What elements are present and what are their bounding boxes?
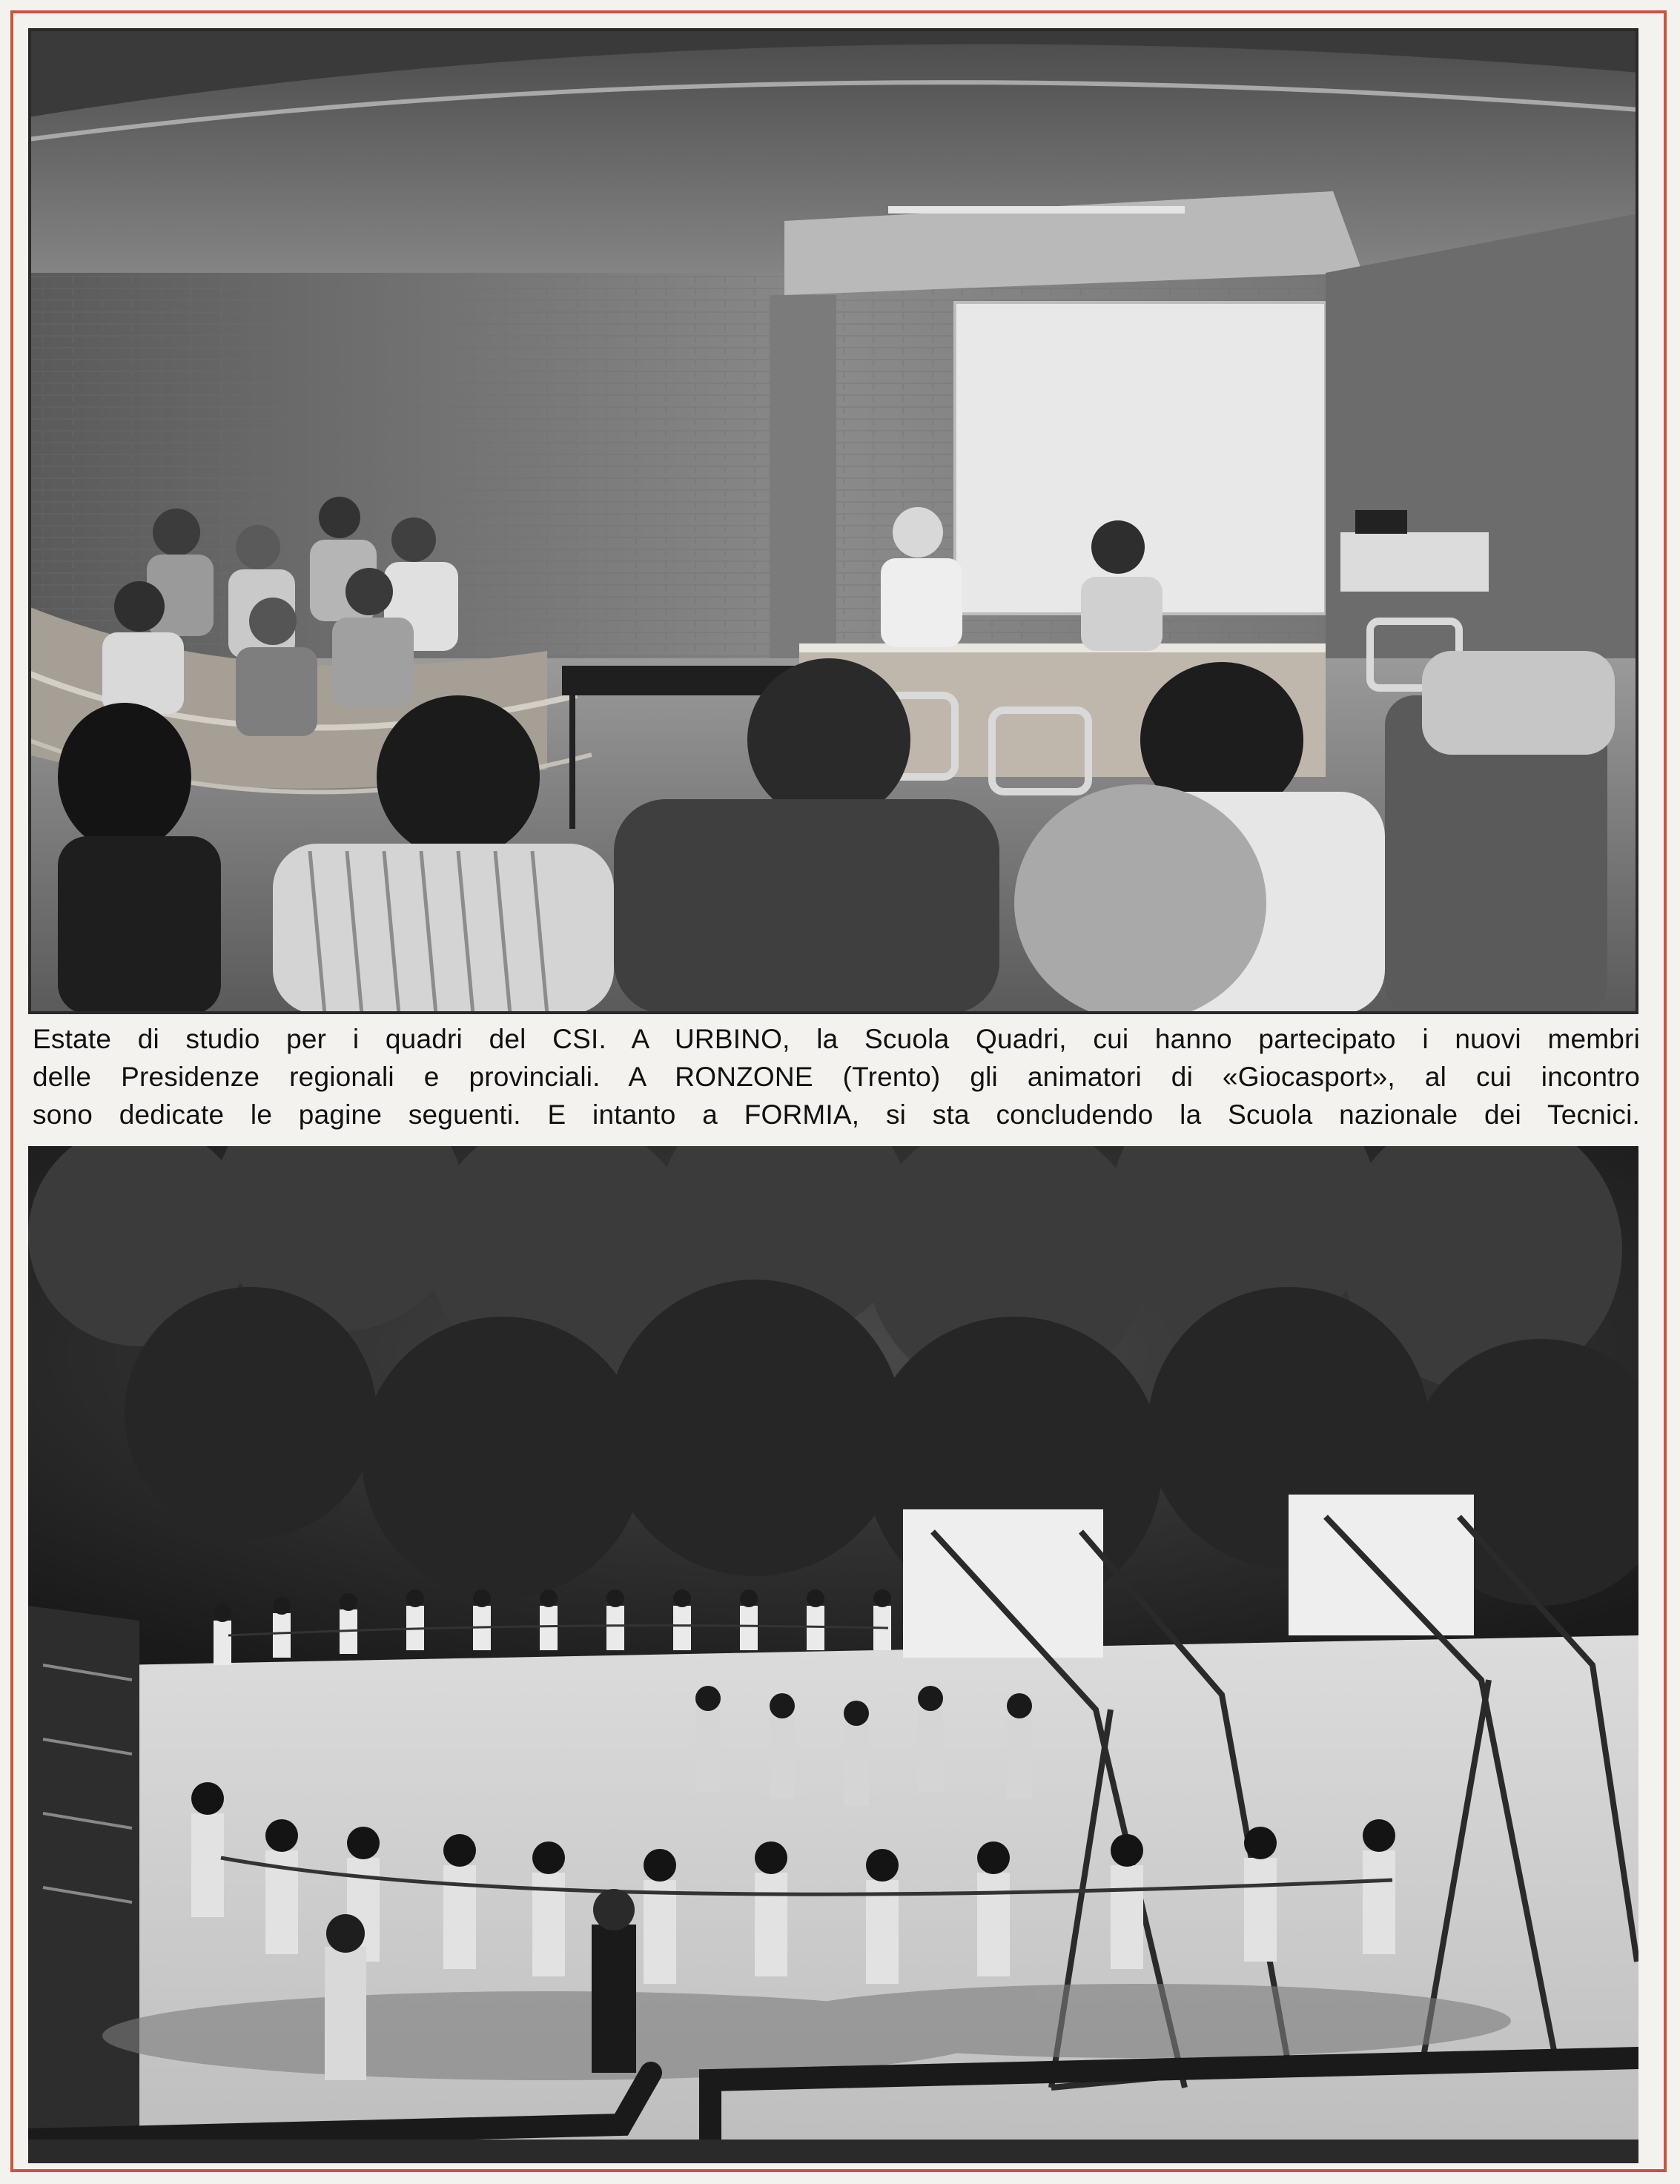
photo-caption <box>33 1020 1640 1139</box>
caption-line-3: sono dedicate le pagine seguenti. E intanto a FORMIA, si sta concludendo la Scuola nazionale dei Tecnici. <box>33 1099 1640 1130</box>
caption-line-1: Estate di studio per i quadri del CSI. A URBINO, la Scuola Quadri, cui hanno partecipato i nuovi membri <box>33 1024 1640 1054</box>
outdoor-circle-dance-photo <box>28 1146 1638 2163</box>
classroom-meeting-illustration <box>28 28 1638 1014</box>
classroom-meeting-photo <box>28 28 1638 1014</box>
outdoor-circle-dance-illustration <box>28 1146 1638 2163</box>
caption-line-2: delle Presidenze regionali e provinciali. A RONZONE (Trento) gli animatori di «Giocasport», al cui incontro <box>33 1062 1640 1092</box>
